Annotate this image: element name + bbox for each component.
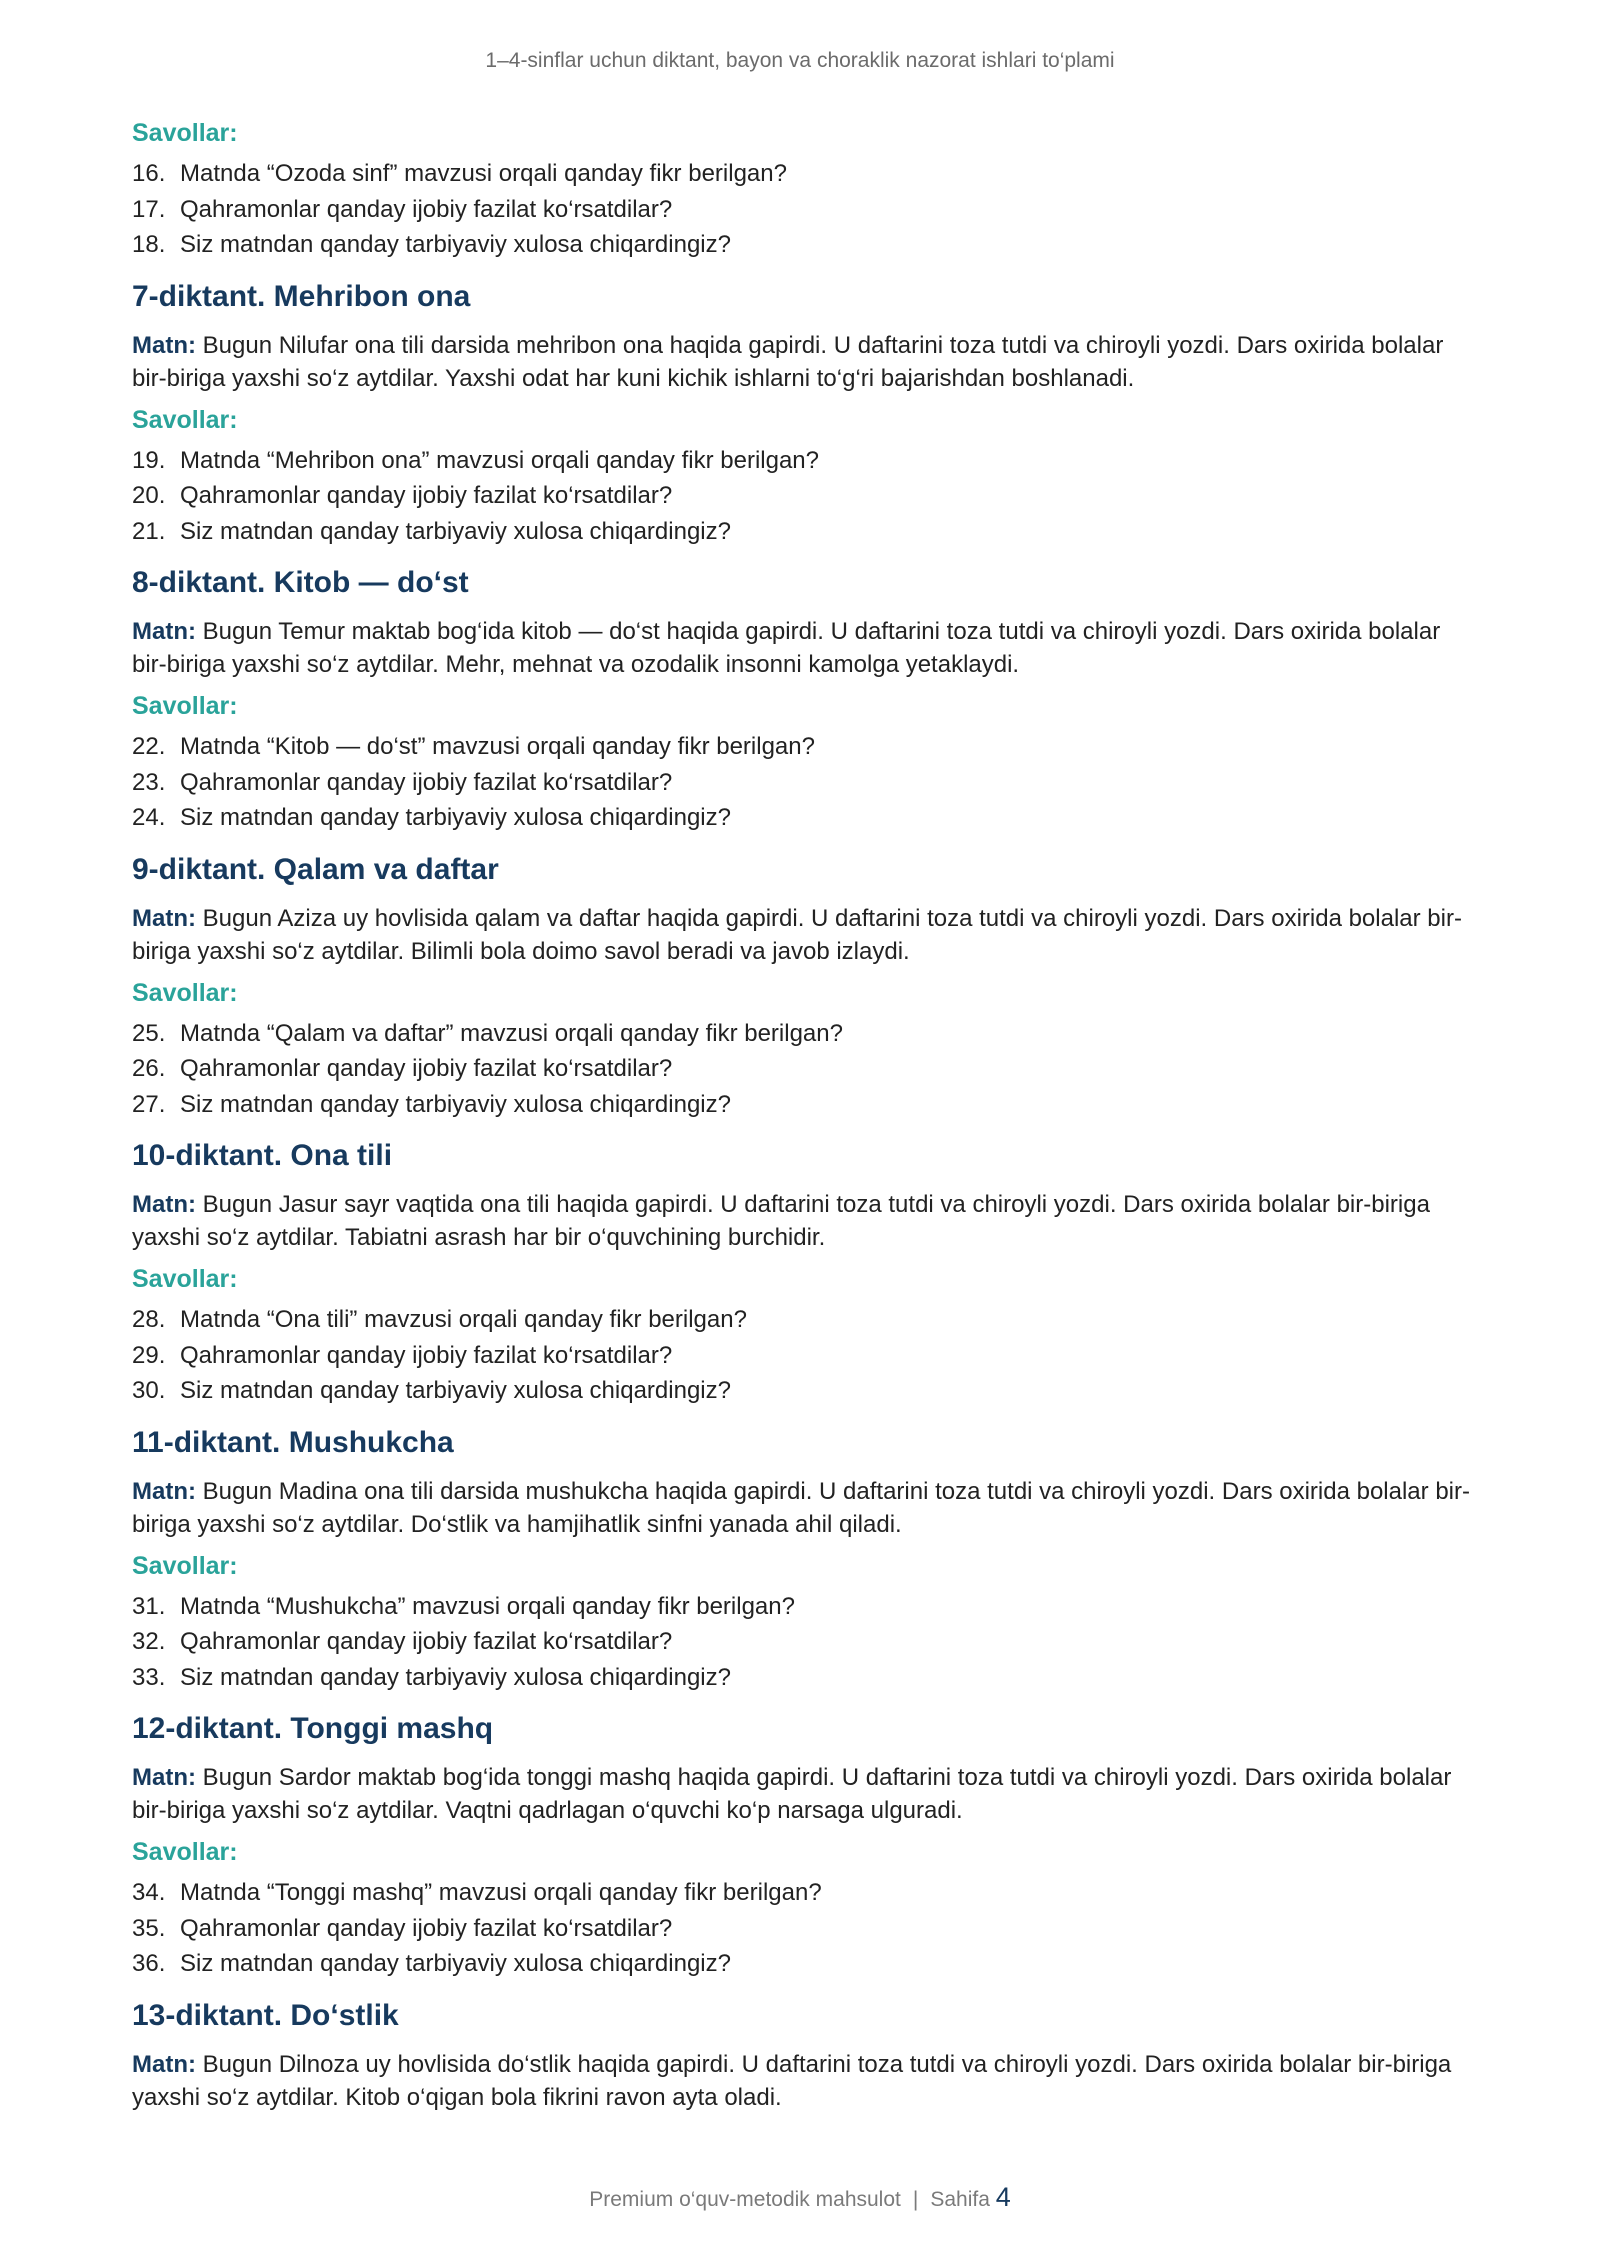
question-item [132,192,1472,228]
text-body: Bugun Temur maktab bog‘ida kitob — do‘st haqida gapirdi. U daftarini toza tutdi va chiroyli yozdi. Dars oxirida bolalar bir-biriga yaxshi so‘z aytdilar. Mehr, mehnat va ozodalik insonni kamolga yetaklaydi. [132,618,1441,678]
section-text [132,329,1472,395]
text-body: Bugun Nilufar ona tili darsida mehribon ona haqida gapirdi. U daftarini toza tutdi va chiroyli yozdi. Dars oxirida bolalar bir-biriga yaxshi so‘z aytdilar. Yaxshi odat har kuni kichik ishlarni to‘g‘ri bajarishdan boshlanadi. [132,331,1444,392]
dictation-section [132,1711,1472,1982]
running-head: 1–4-sinflar uchun diktant, bayon va choraklik nazorat ishlari to‘plami [485,49,1115,72]
page-content [132,118,1472,2124]
question-text: Qahramonlar qanday ijobiy fazilat ko‘rsatdilar? [180,1914,673,1942]
dictation-section [132,1138,1472,1409]
question-text: Qahramonlar qanday ijobiy fazilat ko‘rsatdilar? [180,1055,673,1082]
question-number: 25. [132,1019,166,1047]
question-number: 32. [132,1628,166,1655]
question-number: 20. [132,482,166,509]
question-number: 26. [132,1055,166,1082]
question-text: Siz matndan qanday tarbiyaviy xulosa chiqardingiz? [180,231,731,258]
section-text [132,902,1472,968]
text-body: Bugun Madina ona tili darsida mushukcha haqida gapirdi. U daftarini toza tutdi va chiroyli yozdi. Dars oxirida bolalar bir-biriga yaxshi so‘z aytdilar. Do‘stlik va hamjihatlik sinfni yanada ahil qiladi. [132,1477,1470,1538]
text-label: Matn: [132,2050,196,2078]
question-text: Qahramonlar qanday ijobiy fazilat ko‘rsatdilar? [180,482,673,509]
page-number: 4 [995,2182,1011,2212]
question-item [132,1338,1472,1374]
question-item [132,443,1472,479]
text-label: Matn: [132,904,196,932]
question-item [132,800,1472,836]
question-text: Matnda “Qalam va daftar” mavzusi orqali qanday fikr berilgan? [180,1019,843,1047]
question-item [132,156,1472,192]
question-text: Siz matndan qanday tarbiyaviy xulosa chiqardingiz? [180,804,731,831]
question-number: 36. [132,1950,166,1977]
section-text [132,2048,1472,2114]
question-number: 31. [132,1592,166,1620]
questions-label: Savollar: [132,1265,238,1293]
section-title: 12-diktant. Tonggi mashq [132,1712,494,1745]
page-footer [0,2182,1600,2213]
question-text: Matnda “Tonggi mashq” mavzusi orqali qanday fikr berilgan? [180,1879,822,1906]
question-number: 35. [132,1914,166,1942]
question-number: 21. [132,517,166,545]
text-body: Bugun Jasur sayr vaqtida ona tili haqida gapirdi. U daftarini toza tutdi va chiroyli yozdi. Dars oxirida bolalar bir-biriga yaxshi so‘z aytdilar. Tabiatni asrash har bir o‘quvchining burchidir. [132,1191,1430,1251]
question-list [132,1875,1472,1982]
questions-label: Savollar: [132,692,238,720]
dictation-section [132,852,1472,1123]
question-text: Siz matndan qanday tarbiyaviy xulosa chiqardingiz? [180,1950,731,1977]
text-body: Bugun Sardor maktab bog‘ida tonggi mashq haqida gapirdi. U daftarini toza tutdi va chiroyli yozdi. Dars oxirida bolalar bir-biriga yaxshi so‘z aytdilar. Vaqtni qadrlagan o‘quvchi ko‘p narsaga ulguradi. [132,1764,1452,1824]
question-number: 29. [132,1341,166,1369]
question-text: Matnda “Mehribon ona” mavzusi orqali qanday fikr berilgan? [180,446,819,474]
question-text: Siz matndan qanday tarbiyaviy xulosa chiqardingiz? [180,1377,731,1404]
question-item [132,227,1472,263]
question-item [132,729,1472,765]
question-number: 22. [132,733,166,760]
question-text: Matnda “Mushukcha” mavzusi orqali qanday fikr berilgan? [180,1592,795,1620]
text-body: Bugun Dilnoza uy hovlisida do‘stlik haqida gapirdi. U daftarini toza tutdi va chiroyli yozdi. Dars oxirida bolalar bir-biriga yaxshi so‘z aytdilar. Kitob o‘qigan bola fikrini ravon ayta oladi. [132,2050,1452,2111]
questions-label: Savollar: [132,1838,238,1866]
questions-label: Savollar: [132,119,238,147]
question-number: 33. [132,1663,166,1691]
question-item [132,514,1472,550]
question-item [132,1875,1472,1911]
section-title: 9-diktant. Qalam va daftar [132,852,499,886]
section-title: 7-diktant. Mehribon ona [132,279,471,313]
question-text: Qahramonlar qanday ijobiy fazilat ko‘rsatdilar? [180,195,673,223]
questions-label: Savollar: [132,405,238,434]
question-text: Matnda “Ozoda sinf” mavzusi orqali qanday fikr berilgan? [180,160,787,187]
section-title: 10-diktant. Ona tili [132,1139,393,1172]
text-body: Bugun Aziza uy hovlisida qalam va daftar haqida gapirdi. U daftarini toza tutdi va chiroyli yozdi. Dars oxirida bolalar bir-biriga yaxshi so‘z aytdilar. Bilimli bola doimo savol beradi va javob izlaydi. [132,904,1462,965]
section-text [132,615,1472,681]
question-text: Qahramonlar qanday ijobiy fazilat ko‘rsatdilar? [180,1628,673,1655]
question-number: 34. [132,1879,166,1906]
footer-separator: | [912,2188,919,2211]
question-item [132,1589,1472,1625]
footer-product: Premium o‘quv-metodik mahsulot [589,2188,901,2211]
question-number: 16. [132,160,166,187]
question-list [132,729,1472,836]
section-title: 8-diktant. Kitob — do‘st [132,566,469,599]
text-label: Matn: [132,1764,196,1791]
question-number: 24. [132,804,166,831]
question-text: Siz matndan qanday tarbiyaviy xulosa chiqardingiz? [180,1663,731,1691]
question-item [132,765,1472,801]
question-number: 19. [132,446,166,474]
question-text: Matnda “Kitob — do‘st” mavzusi orqali qanday fikr berilgan? [180,733,815,760]
section-title: 13-diktant. Do‘stlik [132,1998,399,2032]
intro-questions-block [132,118,1472,263]
question-list [132,1016,1472,1123]
dictation-section [132,1998,1472,2114]
question-item [132,1373,1472,1409]
dictation-section [132,1425,1472,1696]
text-label: Matn: [132,1477,196,1505]
question-item [132,1302,1472,1338]
section-text [132,1475,1472,1541]
question-number: 23. [132,768,166,796]
question-item [132,1946,1472,1982]
question-text: Siz matndan qanday tarbiyaviy xulosa chiqardingiz? [180,517,731,545]
section-title: 11-diktant. Mushukcha [132,1425,454,1459]
question-number: 27. [132,1090,166,1118]
questions-label: Savollar: [132,1551,238,1580]
question-item [132,1087,1472,1123]
question-text: Qahramonlar qanday ijobiy fazilat ko‘rsatdilar? [180,1341,673,1369]
question-item [132,1911,1472,1947]
question-number: 17. [132,195,166,223]
question-list [132,443,1472,550]
question-list [132,156,1472,263]
question-list [132,1589,1472,1696]
dictation-sections [132,279,1472,2114]
question-text: Siz matndan qanday tarbiyaviy xulosa chiqardingiz? [180,1090,731,1118]
question-number: 18. [132,231,166,258]
dictation-section [132,279,1472,550]
question-item [132,1624,1472,1660]
footer-page-label: Sahifa [930,2188,990,2211]
text-label: Matn: [132,331,196,359]
question-list [132,1302,1472,1409]
question-item [132,1051,1472,1087]
question-item [132,1660,1472,1696]
question-text: Qahramonlar qanday ijobiy fazilat ko‘rsatdilar? [180,768,673,796]
question-number: 28. [132,1306,166,1333]
question-item [132,478,1472,514]
text-label: Matn: [132,1191,196,1218]
question-number: 30. [132,1377,166,1404]
dictation-section [132,565,1472,836]
questions-label: Savollar: [132,978,238,1007]
section-text [132,1761,1472,1827]
text-label: Matn: [132,618,196,645]
question-item [132,1016,1472,1052]
section-text [132,1188,1472,1254]
question-text: Matnda “Ona tili” mavzusi orqali qanday fikr berilgan? [180,1306,747,1333]
